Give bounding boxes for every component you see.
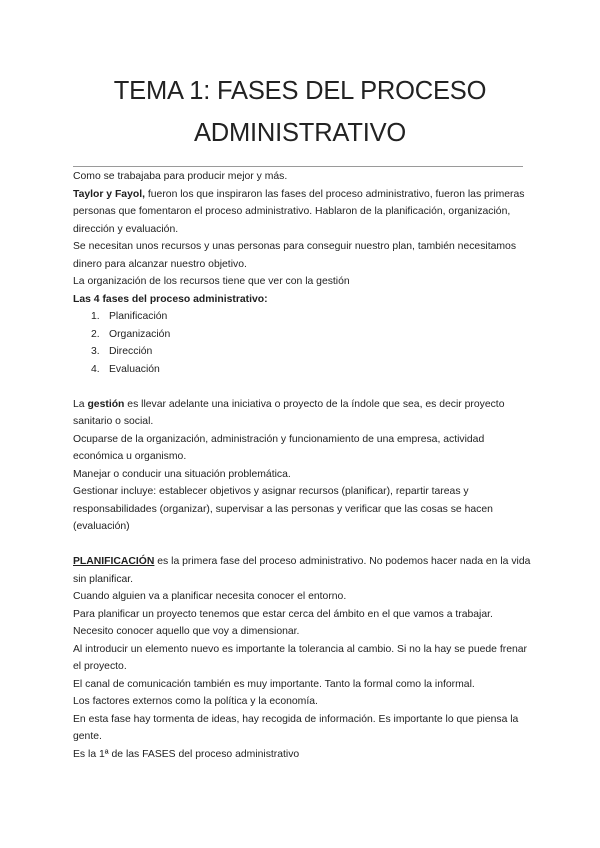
phases-heading: Las 4 fases del proceso administrativo:: [73, 293, 268, 305]
list-item-label: Organización: [109, 328, 171, 340]
planificacion-paragraph: En esta fase hay tormenta de ideas, hay recogida de información. Es importante lo que piensa la gente.: [73, 713, 519, 742]
recursos-paragraph: Se necesitan unos recursos y unas personas para conseguir nuestro plan, también necesitamos dinero para alcanzar nuestro objetivo.: [73, 241, 517, 270]
taylor-fayol-paragraph: [73, 186, 533, 239]
planificacion-paragraph: Al introducir un elemento nuevo es importante la tolerancia al cambio. Si no la hay se puede frenar el proyecto.: [73, 643, 527, 672]
planificacion-paragraph: Para planificar un proyecto tenemos que estar cerca del ámbito en el que vamos a trabajar.: [73, 608, 493, 620]
document-body: [73, 168, 533, 763]
title-line-2: ADMINISTRATIVO: [193, 119, 407, 147]
spacer: [73, 378, 533, 396]
list-item: [73, 343, 533, 361]
taylor-fayol-text: fueron los que inspiraron las fases del proceso administrativo, fueron las primeras personas que fomentaron el proceso administrativo. Hablaron de la planificación, organización, dirección y evaluación.: [73, 188, 525, 235]
gestion-paragraph: Manejar o conducir una situación problemática.: [73, 468, 291, 480]
planificacion-intro: PLANIFICACIÓN es la primera fase del proceso administrativo. No podemos hacer nada en la vida sin planificar.: [73, 556, 531, 585]
organizacion-paragraph: La organización de los recursos tiene que ver con la gestión: [73, 276, 350, 287]
taylor-fayol-bold: Taylor y Fayol,: [73, 188, 145, 200]
gestion-bold: gestión: [87, 398, 125, 410]
list-item-number: 4.: [91, 363, 100, 375]
title-divider: [73, 166, 523, 167]
gestion-paragraph: Gestionar incluye: establecer objetivos y asignar recursos (planificar), repartir tareas y responsabilidades (organizar), supervisar a las personas y verificar que las cosas se hacen (evaluación): [73, 486, 493, 532]
list-item-label: Dirección: [109, 346, 153, 357]
planificacion-paragraph: Es la 1ª de las FASES del proceso administrativo: [73, 748, 300, 760]
list-item-label: Planificación: [109, 311, 168, 322]
planificacion-paragraph: Cuando alguien va a planificar necesita conocer el entorno.: [73, 591, 347, 602]
gestion-paragraph: Ocuparse de la organización, administración y funcionamiento de una empresa, actividad económica u organismo.: [73, 433, 485, 462]
phases-list: [73, 308, 533, 378]
list-item-number: 2.: [91, 328, 100, 340]
list-item-number: 3.: [91, 346, 100, 357]
page-title: [0, 70, 600, 154]
list-item-label: Evaluación: [109, 363, 160, 375]
spacer: [73, 536, 533, 554]
gestion-definition: La gestión es llevar adelante una iniciativa o proyecto de la índole que sea, es decir proyecto sanitario o social.: [73, 398, 505, 427]
planificacion-paragraph: Los factores externos como la política y la economía.: [73, 696, 318, 707]
list-item: [73, 326, 533, 344]
planificacion-paragraph: El canal de comunicación también es muy importante. Tanto la formal como la informal.: [73, 678, 475, 690]
planificacion-paragraph: Necesito conocer aquello que voy a dimensionar.: [73, 626, 300, 637]
intro-paragraph: Como se trabajaba para producir mejor y más.: [73, 171, 288, 182]
list-item: [73, 308, 533, 326]
list-item: [73, 361, 533, 379]
list-item-number: 1.: [91, 311, 100, 322]
planificacion-heading: PLANIFICACIÓN: [73, 556, 155, 567]
title-line-1: TEMA 1: FASES DEL PROCESO: [113, 77, 487, 105]
